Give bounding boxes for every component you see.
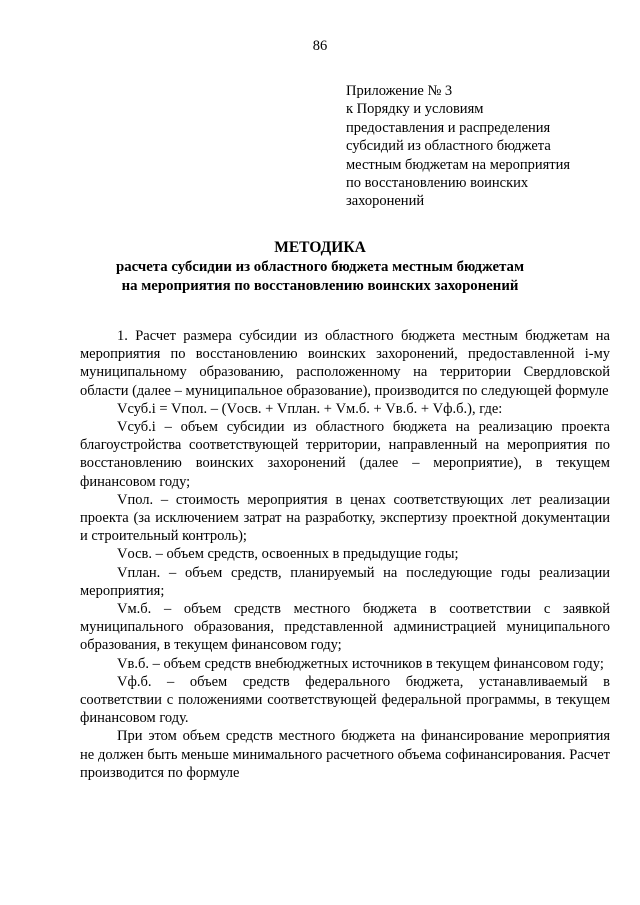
page-number: 86 — [312, 38, 328, 54]
document-title — [0, 238, 640, 296]
definition-paragraph: Vсуб.i – объем субсидии из областного бюджета на реализацию проекта благоустройства соответствующей территории, направленный на мероприятия по восстановлению воинских захоронений (далее – мероприятие), в текущем финансовом году; — [80, 419, 610, 490]
definition-paragraph: Vплан. – объем средств, планируемый на последующие годы реализации мероприятия; — [80, 564, 610, 599]
appendix-line: по восстановлению воинских — [346, 175, 529, 192]
appendix-line: Приложение № 3 — [346, 83, 453, 99]
definition-paragraph: Vосв. – объем средств, освоенных в предыдущие годы; — [117, 546, 459, 563]
definition-paragraph: Vв.б. – объем средств внебюджетных источников в текущем финансовом году; — [117, 655, 604, 672]
document-body — [80, 327, 610, 782]
title-heading: МЕТОДИКА — [274, 239, 366, 256]
definition-paragraph: Vм.б. – объем средств местного бюджета в соответствии с заявкой муниципального образования, представленной администрацией муниципального образования, в текущем финансовом году; — [80, 601, 610, 654]
appendix-line: субсидий из областного бюджета — [346, 138, 551, 155]
appendix-line: предоставления и распределения — [346, 119, 551, 136]
definition-paragraph: Vпол. – стоимость мероприятия в ценах соответствующих лет реализации проекта (за исключением затрат на разработку, экспертизу проектной документации и строительный контроль); — [80, 491, 610, 545]
title-line: на мероприятия по восстановлению воинских захоронений — [121, 278, 519, 294]
title-line: расчета субсидии из областного бюджета местным бюджетам — [115, 259, 525, 275]
appendix-line: к Порядку и условиям — [346, 101, 484, 118]
appendix-block — [346, 82, 626, 211]
definition-paragraph: При этом объем средств местного бюджета на финансирование мероприятия не должен быть меньше минимального расчетного объема софинансирования. Расчет производится по формуле — [80, 728, 610, 781]
appendix-line: местным бюджетам на мероприятия — [346, 156, 571, 173]
appendix-line: захоронений — [346, 193, 425, 210]
definition-paragraph: Vф.б. – объем средств федерального бюджета, устанавливаемый в соответствии с положениями соответствующей федеральной программы, в текущем финансовом году. — [80, 673, 610, 727]
formula: Vсуб.i = Vпол. – (Vосв. + Vплан. + Vм.б. + Vв.б. + Vф.б.), где: — [117, 400, 503, 417]
intro-paragraph: 1. Расчет размера субсидии из областного бюджета местным бюджетам на мероприятия по восстановлению воинских захоронений, предоставленной i-му муниципальному образованию, расположенному на территории Свердловской области (далее – муниципальное образование), производится по следующей формуле — [80, 328, 610, 399]
